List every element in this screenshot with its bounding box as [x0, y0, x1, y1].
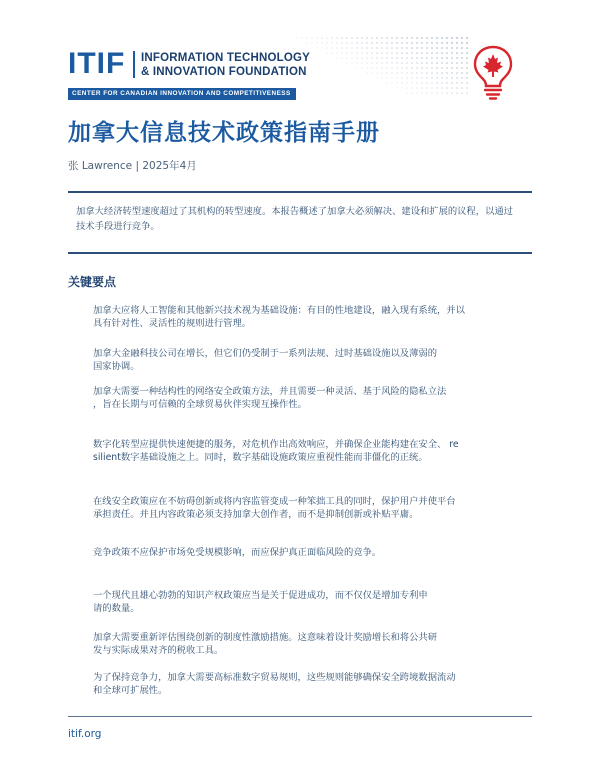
key-takeaway-line: 请的数量。: [93, 603, 140, 615]
key-takeaway-line: 发与实际成果对齐的税收工具。: [93, 645, 224, 657]
footer-url[interactable]: itif.org: [68, 728, 102, 740]
divider-summary: [68, 252, 532, 254]
key-takeaway-line: 在线安全政策应在不妨碍创新或将内容监管变成一种笨拙工具的同时，保护用户并使平台: [93, 496, 456, 507]
key-takeaway-line: 国家协调。: [93, 361, 140, 373]
author-date: 张 Lawrence | 2025年4月: [68, 160, 197, 172]
center-banner: CENTER FOR CANADIAN INNOVATION AND COMPETITIVENESS: [68, 88, 296, 100]
divider-top: [68, 191, 532, 193]
key-takeaway-item: [93, 304, 523, 331]
key-takeaway-line: 加拿大应将人工智能和其他新兴技术视为基础设施：有目的性地建设，融入现有系统，并以: [93, 305, 465, 316]
org-name-line-2: & INNOVATION FOUNDATION: [141, 66, 307, 78]
dot-pattern-decoration: [290, 36, 470, 96]
key-takeaway-item: [93, 671, 523, 698]
divider-footer: [68, 716, 532, 717]
logo-separator: [133, 51, 135, 78]
key-takeaway-line: 加拿大需要重新评估围绕创新的制度性激励措施。这意味着设计奖励增长和将公共研: [93, 632, 437, 643]
report-title: 加拿大信息技术政策指南手册: [68, 120, 380, 146]
key-takeaway-line: 为了保持竞争力，加拿大需要高标准数字贸易规则，这些规则能够确保安全跨境数据流动: [93, 672, 456, 683]
key-takeaway-line: silient数字基础设施之上。同时，数字基础设施政策应重视性能而非僵化的正统。: [93, 452, 428, 464]
organization-name: [141, 51, 310, 79]
key-takeaway-item: [93, 495, 523, 522]
key-takeaway-line: 加拿大金融科技公司在增长，但它们仍受制于一系列法规、过时基础设施以及薄弱的: [93, 348, 437, 359]
key-takeaway-item: [93, 385, 523, 412]
key-takeaway-item: [93, 589, 523, 616]
lightbulb-maple-leaf-icon: [471, 44, 515, 100]
key-takeaway-item: [93, 546, 523, 559]
key-takeaways-heading: 关键要点: [68, 275, 117, 289]
summary-text: 加拿大经济转型速度超过了其机构的转型速度。本报告概述了加拿大必须解决、建设和扩展的议程，以通过技术手段进行竞争。: [76, 206, 513, 232]
key-takeaway-line: 竞争政策不应保护市场免受规模影响，而应保护真正面临风险的竞争。: [93, 547, 382, 558]
key-takeaway-line: 承担责任。并且内容政策必须支持加拿大创作者，而不是抑制创新或补贴平庸。: [93, 509, 419, 521]
key-takeaway-item: [93, 631, 523, 658]
key-takeaway-line: 具有针对性、灵活性的规则进行管理。: [93, 318, 252, 330]
key-takeaway-line: 加拿大需要一种结构性的网络安全政策方法，并且需要一种灵活、基于风险的隐私立法: [93, 386, 447, 397]
key-takeaway-line: ，旨在长期与可信赖的全球贸易伙伴实现互操作性。: [93, 399, 307, 411]
key-takeaway-line: 一个现代且雄心勃勃的知识产权政策应当是关于促进成功，而不仅仅是增加专利申: [93, 590, 428, 601]
key-takeaway-item: [93, 347, 523, 374]
key-takeaway-line: 和全球可扩展性。: [93, 685, 168, 697]
key-takeaway-line: 数字化转型应提供快速便捷的服务，对危机作出高效响应，并确保企业能构建在安全、 re: [93, 439, 459, 450]
org-name-line-1: INFORMATION TECHNOLOGY: [141, 52, 311, 64]
key-takeaway-item: [93, 438, 523, 465]
itif-logo: ITIF: [68, 47, 126, 80]
